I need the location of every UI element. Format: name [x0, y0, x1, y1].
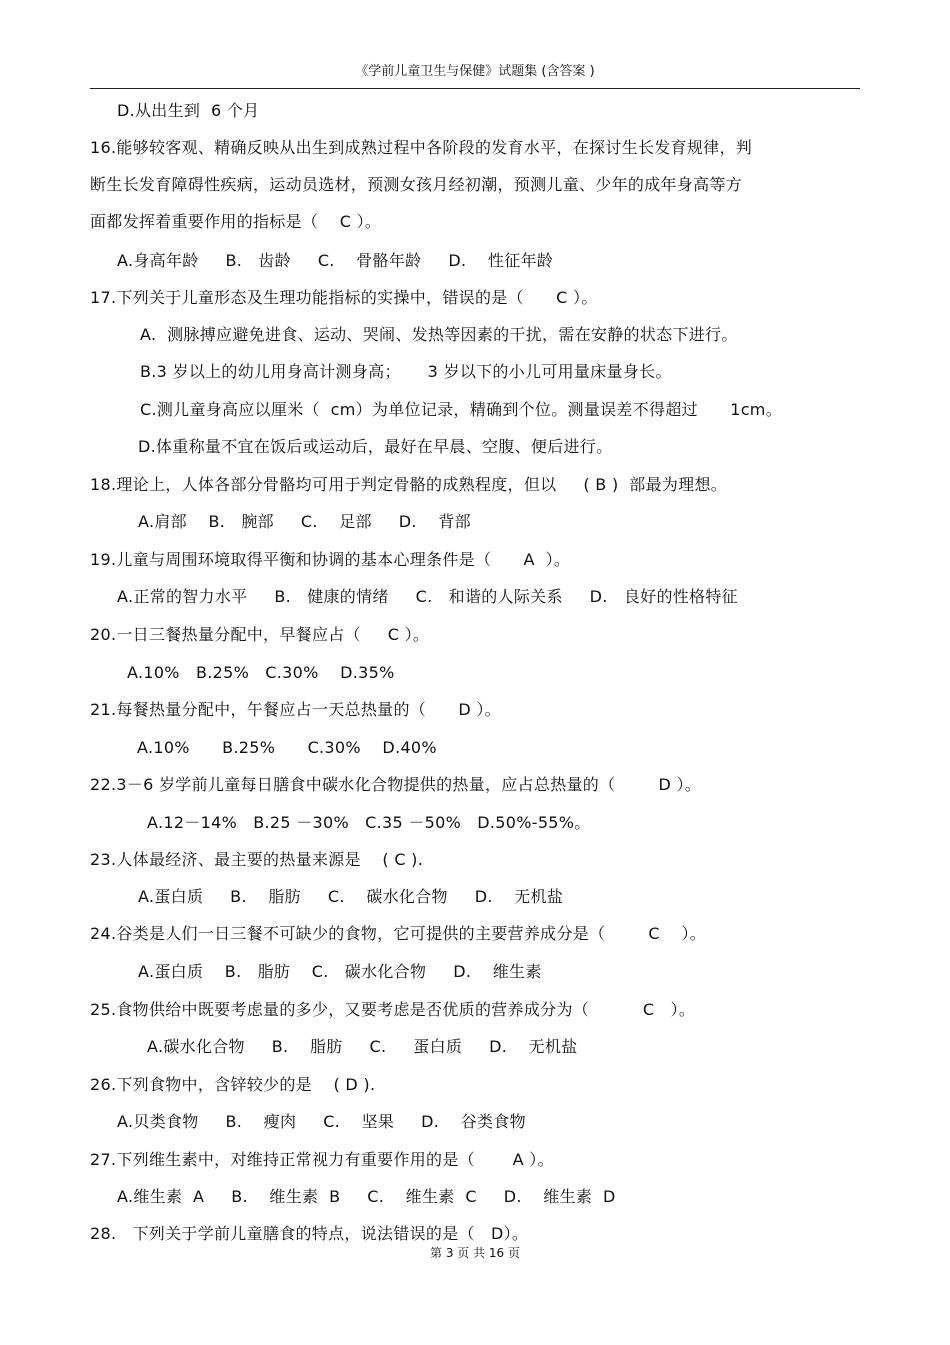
text-line: A.蛋白质 B. 脂肪 C. 碳水化合物 D. 维生素 — [138, 962, 542, 981]
text-line: A.贝类食物 B. 瘦肉 C. 坚果 D. 谷类食物 — [117, 1112, 526, 1131]
page-footer: 第 3 页 共 16 页 — [430, 1246, 520, 1260]
text-line: A.正常的智力水平 B. 健康的情绪 C. 和谐的人际关系 D. 良好的性格特征 — [117, 587, 738, 606]
text-line: A. 测脉搏应避免进食、运动、哭闹、发热等因素的干扰，需在安静的状态下进行。 — [140, 325, 738, 344]
text-line: 24.谷类是人们一日三餐不可缺少的食物，它可提供的主要营养成分是（ C ）。 — [90, 924, 707, 943]
text-line: 16.能够较客观、精确反映从出生到成熟过程中各阶段的发育水平，在探讨生长发育规律，判 — [90, 138, 753, 157]
text-line: B.3 岁以上的幼儿用身高计测身高； 3 岁以下的小儿可用量床量身长。 — [140, 362, 672, 381]
text-line: 27.下列维生素中，对维持正常视力有重要作用的是（ A ）。 — [90, 1150, 554, 1169]
text-line: 17.下列关于儿童形态及生理功能指标的实操中，错误的是（ C ）。 — [90, 288, 598, 307]
text-line: 断生长发育障碍性疾病，运动员选材，预测女孩月经初潮，预测儿童、少年的成年身高等方 — [90, 175, 743, 194]
text-line: D.从出生到 6 个月 — [117, 101, 260, 120]
text-line: A.碳水化合物 B. 脂肪 C. 蛋白质 D. 无机盐 — [147, 1037, 578, 1056]
text-line: 20.一日三餐热量分配中，早餐应占（ C ）。 — [90, 625, 430, 644]
text-line: 19.儿童与周围环境取得平衡和协调的基本心理条件是（ A ）。 — [90, 550, 571, 569]
text-line: 22.3－6 岁学前儿童每日膳食中碳水化合物提供的热量，应占总热量的（ D ）。 — [90, 775, 702, 794]
text-line: A.肩部 B. 腕部 C. 足部 D. 背部 — [138, 512, 471, 531]
text-line: 25.食物供给中既要考虑量的多少，又要考虑是否优质的营养成分为（ C ）。 — [90, 1000, 696, 1019]
header-rule — [90, 88, 860, 89]
text-line: 26.下列食物中，含锌较少的是 ( D ). — [90, 1075, 376, 1094]
text-line: A.维生素 A B. 维生素 B C. 维生素 C D. 维生素 D — [117, 1187, 616, 1206]
text-line: 28. 下列关于学前儿童膳食的特点，说法错误的是（ D）。 — [90, 1224, 529, 1243]
text-line: A.蛋白质 B. 脂肪 C. 碳水化合物 D. 无机盐 — [138, 887, 564, 906]
text-line: A.10% B.25% C.30% D.35% — [127, 663, 395, 682]
text-line: 18.理论上，人体各部分骨骼均可用于判定骨骼的成熟程度，但以 ( B ) 部最为理想。 — [90, 475, 728, 494]
text-line: A.10% B.25% C.30% D.40% — [137, 738, 437, 757]
text-line: D.体重称量不宜在饭后或运动后，最好在早晨、空腹、便后进行。 — [138, 437, 613, 456]
text-line: A.身高年龄 B. 齿龄 C. 骨骼年龄 D. 性征年龄 — [117, 251, 554, 270]
text-line: A.12－14% B.25 －30% C.35 －50% D.50%-55%。 — [147, 813, 591, 832]
text-line: C.测儿童身高应以厘米（ cm）为单位记录，精确到个位。测量误差不得超过 1cm。 — [140, 400, 782, 419]
text-line: 23.人体最经济、最主要的热量来源是 ( C ). — [90, 850, 424, 869]
page-header: 《学前儿童卫生与保健》试题集 (含答案 ) — [355, 64, 595, 79]
text-line: 面都发挥着重要作用的指标是（ C ）。 — [90, 212, 382, 231]
text-line: 21.每餐热量分配中，午餐应占一天总热量的（ D ）。 — [90, 700, 501, 719]
